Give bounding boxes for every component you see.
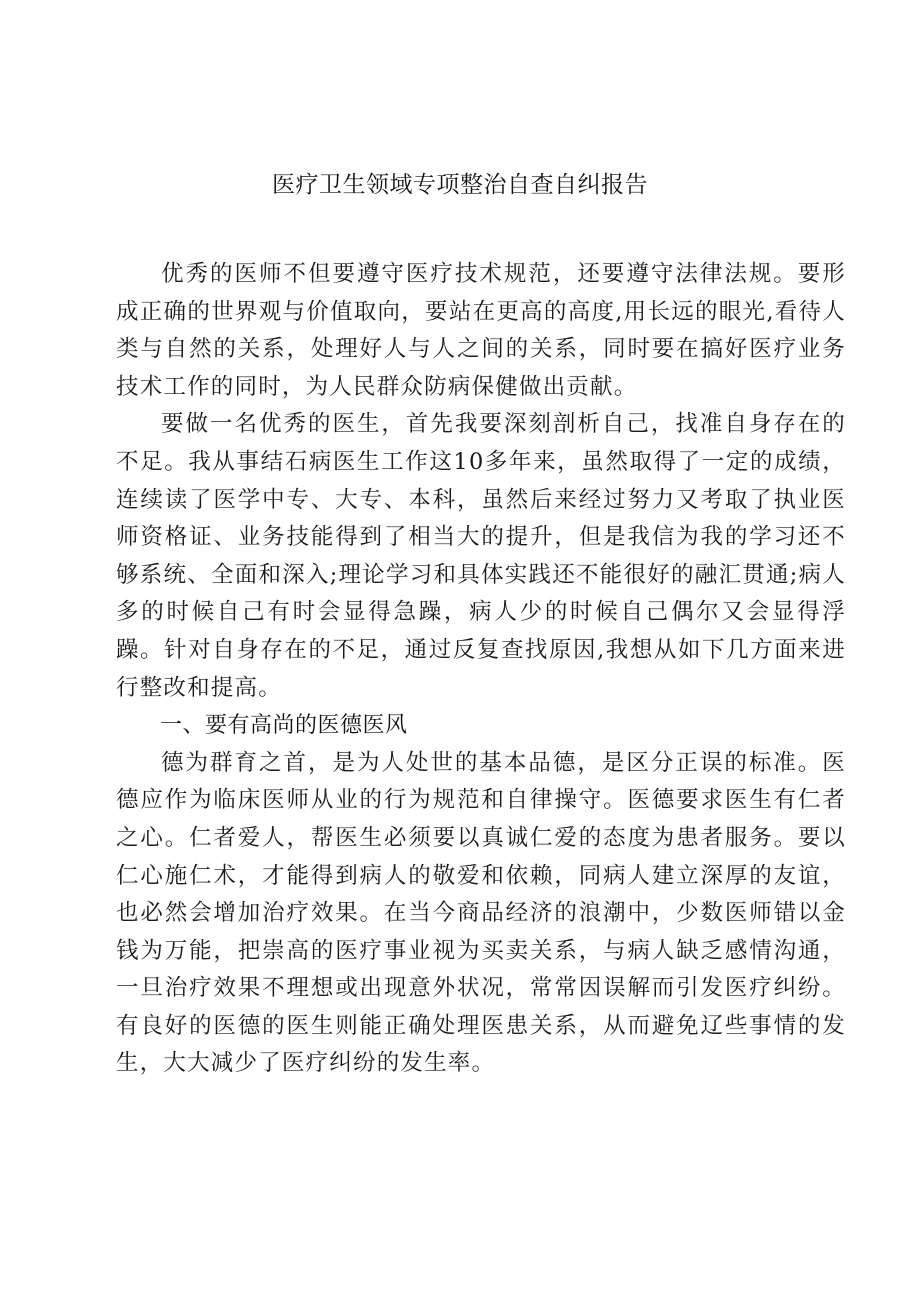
body-paragraph-1: 优秀的医师不但要遵守医疗技术规范，还要遵守法律法规。要形成正确的世界观与价值取向，要站在更高的高度,用长远的眼光,看待人类与自然的关系，处理好人与人之间的关系，同时要在搞好医疗业务技术工作的同时，为人民群众防病保健做出贡献。 [116,261,846,400]
document-title: 医疗卫生领域专项整治自查自纠报告 [272,172,648,198]
document-body [116,256,846,1083]
section-heading: 一、要有高尚的医德医风 [160,713,408,739]
section-paragraph: 德为群育之首，是为人处世的基本品德，是区分正误的标准。医德应作为临床医师从业的行为规范和自律操守。医德要求医生有仁者之心。仁者爱人，帮医生必须要以真诚仁爱的态度为患者服务。要以仁心施仁术，才能得到病人的敬爱和依赖，同病人建立深厚的友谊，也必然会增加治疗效果。在当今商品经济的浪潮中，少数医师错以金钱为万能，把崇高的医疗事业视为买卖关系，与病人缺乏感情沟通，一旦治疗效果不理想或出现意外状况，常常因误解而引发医疗纠纷。有良好的医德的医生则能正确处理医患关系，从而避免辽些事情的发生，大大减少了医疗纠纷的发生率。 [116,749,846,1077]
body-paragraph-2: 要做一名优秀的医生，首先我要深刻剖析自己，找准自身存在的不足。我从事结石病医生工作这10多年来，虽然取得了一定的成绩，连续读了医学中专、大专、本科，虽然后来经过努力又考取了执业医师资格证、业务技能得到了相当大的提升，但是我信为我的学习还不够系统、全面和深入;理论学习和具体实践还不能很好的融汇贯通;病人多的时候自己有时会显得急躁，病人少的时候自己偶尔又会显得浮躁。针对自身存在的不足，通过反复查找原因,我想从如下几方面来进行整改和提高。 [116,411,846,701]
